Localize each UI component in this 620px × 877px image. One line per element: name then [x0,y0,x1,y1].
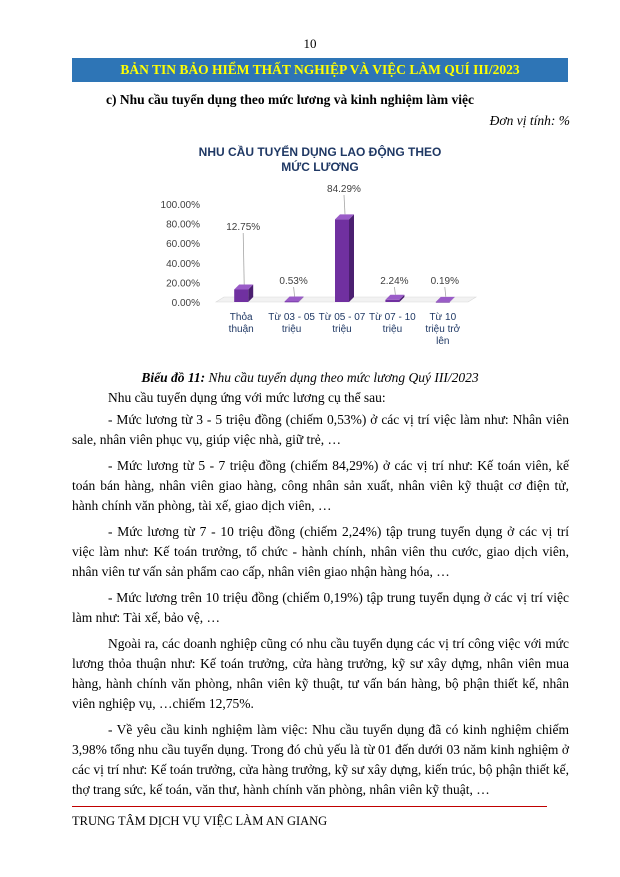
x-tick-label: Từ 07 - 10 [369,312,416,323]
x-tick-label: triệu [332,324,352,335]
x-tick-label: triệu [382,324,403,335]
y-tick-label: 80.00% [166,219,200,231]
x-tick-label: Từ 05 - 07 [318,312,366,323]
data-label: 12.75% [226,222,261,233]
leader-line [243,233,244,285]
x-tick-label: lên [436,336,450,347]
data-label: 2.24% [380,276,409,287]
leader-line [294,287,295,296]
paragraph: - Mức lương từ 7 - 10 triệu đồng (chiếm 2,24%) tập trung tuyển dụng ở các vị trí việc làm như: Kế toán trưởng, tổ chức - hành chính, nhân viên thu cước, giao dịch viên, nhân viên tư vấn sản phẩm cao cấp, nhân viên giao nhận hàng hóa, … [72,524,569,579]
data-label: 84.29% [327,184,361,195]
footer-text: TRUNG TÂM DỊCH VỤ VIỆC LÀM AN GIANG [72,814,328,828]
salary-demand-chart [128,132,512,364]
bar-side [349,214,354,302]
x-tick-label: Từ 10 [429,312,457,323]
caption-prefix: Biểu đồ 11: [141,370,206,385]
caption-text: Nhu cầu tuyển dụng theo mức lương Quý III/2023 [205,370,479,385]
footer-divider [72,806,547,807]
leader-line [344,195,345,214]
paragraph: - Mức lương từ 5 - 7 triệu đồng (chiếm 84,29%) ở các vị trí như: Kế toán viên, kế toán bán hàng, nhân viên giao hàng, công nhân sản xuất, nhân viên kỹ thuật cơ điện tử, hành chính văn phòng, tài xế, giao dịch viên, … [72,458,569,513]
bar [335,219,349,302]
bar [436,302,450,303]
data-label: 0.53% [279,276,308,287]
x-tick-label: triệu trở [425,324,461,335]
unit-label: Đơn vị tính: % [489,113,570,128]
x-tick-label: triệu [281,324,302,335]
paragraph: - Mức lương từ 3 - 5 triệu đồng (chiếm 0,53%) ở các vị trí việc làm như: Nhân viên sale, nhân viên phục vụ, giúp việc nhà, giữ trẻ, … [72,412,569,447]
paragraph: Nhu cầu tuyển dụng ứng với mức lương cụ thể sau: [108,390,386,405]
data-label: 0.19% [430,276,459,287]
x-tick-label: thuận [228,324,254,335]
x-tick-label: Thỏa [229,312,253,323]
bar [234,290,248,302]
leader-line [445,287,446,297]
y-tick-label: 0.00% [171,298,200,309]
chart-title: MỨC LƯƠNG [281,160,359,174]
y-tick-label: 40.00% [166,258,200,270]
body-text [72,388,569,806]
paragraph: Ngoài ra, các doanh nghiệp cũng có nhu cầu tuyển dụng các vị trí công việc với mức lương thỏa thuận như: Kế toán trưởng, cửa hàng trưởng, kỹ sư xây dựng, nhân viên mua hàng, hành chính văn phòng, nhân viên kỹ thuật, tư vấn bán hàng, bộ phận thiết kế, nhân viên nghiệp vụ, …chiếm 12,75%. [72,636,569,711]
x-tick-label: Từ 03 - 05 [268,312,315,323]
page-number: 10 [303,36,317,51]
leader-line [394,287,395,295]
chart-title: NHU CẦU TUYỂN DỤNG LAO ĐỘNG THEO [198,145,442,159]
bulletin-banner: BẢN TIN BẢO HIỂM THẤT NGHIỆP VÀ VIỆC LÀM QUÍ III/2023 [72,58,568,82]
y-tick-label: 20.00% [166,278,200,290]
paragraph: - Về yêu cầu kinh nghiệm làm việc: Nhu cầu tuyển dụng đã có kinh nghiệm chiếm 3,98% tổng nhu cầu tuyển dụng. Trong đó chủ yếu là từ 01 đến dưới 03 năm kinh nghiệm ở các vị trí như: Kế toán trưởng, cửa hàng trưởng, kỹ sư xây dựng, kiến trúc, bộ phận thiết kế, thợ trang sức, kế toán, văn thư, hành chính văn phòng, nhân viên kỹ thuật, … [72,722,569,797]
y-tick-label: 100.00% [160,200,200,211]
chart-caption [0,370,620,386]
bar [385,300,399,302]
section-heading: c) Nhu cầu tuyển dụng theo mức lương và kinh nghiệm làm việc [106,92,474,107]
bar [285,301,299,302]
paragraph: - Mức lương trên 10 triệu đồng (chiếm 0,19%) tập trung tuyển dụng ở các vị trí việc làm như: Tài xế, bảo vệ, … [72,590,569,625]
y-tick-label: 60.00% [166,239,200,251]
